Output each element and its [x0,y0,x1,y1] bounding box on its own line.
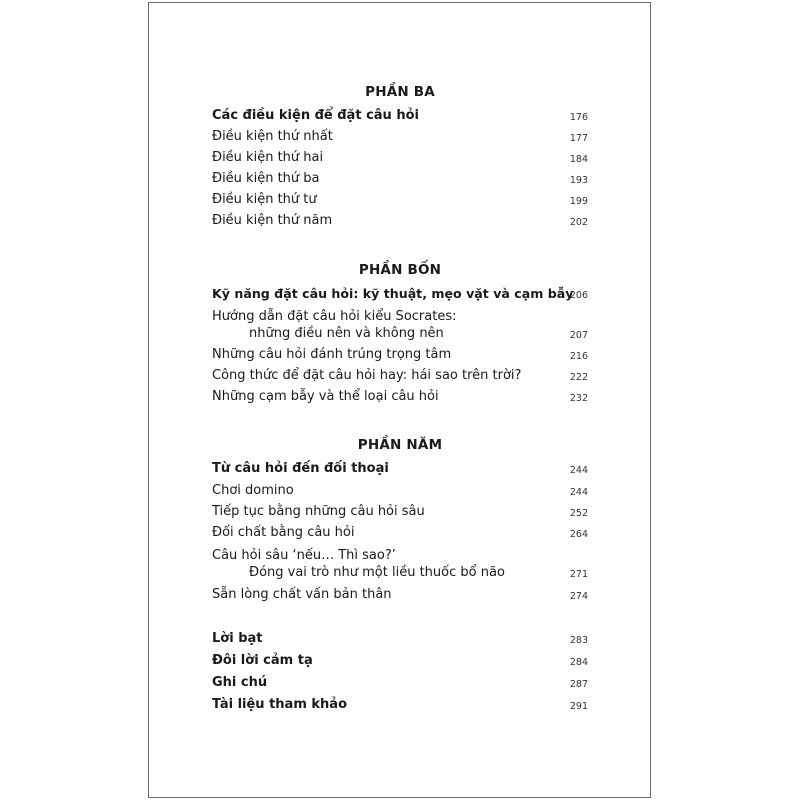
entry-page: 202 [569,217,588,228]
entry-page: 193 [569,175,588,186]
entry-title: Hướng dẫn đặt câu hỏi kiểu Socrates: [212,309,457,324]
entry-title: Những câu hỏi đánh trúng trọng tâm [212,347,452,362]
entry-title: Chơi domino [212,483,294,498]
entry-page: 244 [569,465,588,476]
entry-page: 199 [569,196,588,207]
entry-title: Sẵn lòng chất vấn bản thân [212,587,392,602]
part-heading-bon: PHẦN BỐN [358,262,442,278]
entry-page: 264 [569,529,588,540]
entry-title: Câu hỏi sâu ‘nếu… Thì sao?’ [212,548,396,563]
entry-page: 271 [569,569,588,580]
entry-title: Công thức để đặt câu hỏi hay: hái sao trên trời? [212,368,522,383]
entry-page: 252 [569,508,588,519]
entry-page: 176 [569,112,588,123]
entry-page: 274 [569,591,588,602]
part-heading-ba: PHẦN BA [365,84,435,100]
entry-page: 222 [569,372,588,383]
entry-title: Những cạm bẫy và thể loại câu hỏi [212,389,439,404]
entry-page: 207 [569,330,588,341]
entry-title: Kỹ năng đặt câu hỏi: kỹ thuật, mẹo vặt và cạm bẫy [212,286,574,301]
entry-title: Ghi chú [212,675,268,690]
entry-page: 177 [569,133,588,144]
entry-title: Điều kiện thứ nhất [212,129,333,144]
entry-page: 216 [569,351,588,362]
entry-title: Điều kiện thứ năm [212,213,333,228]
entry-page: 206 [569,290,588,301]
entry-title: Các điều kiện để đặt câu hỏi [212,108,419,123]
entry-title: Đối chất bằng câu hỏi [212,525,355,540]
entry-title: Đôi lời cảm tạ [212,653,313,668]
entry-title-continued: những điều nên và không nên [249,326,444,341]
entry-page: 283 [569,635,588,646]
entry-title: Tiếp tục bằng những câu hỏi sâu [212,504,425,519]
entry-page: 284 [569,657,588,668]
entry-page: 244 [569,487,588,498]
entry-title: Lời bạt [212,631,263,646]
entry-title: Tài liệu tham khảo [212,697,348,712]
entry-title: Từ câu hỏi đến đối thoại [212,461,389,476]
entry-title: Điều kiện thứ hai [212,150,324,165]
entry-title: Điều kiện thứ tư [212,192,317,207]
entry-page: 232 [569,393,588,404]
entry-page: 287 [569,679,588,690]
part-heading-nam: PHẦN NĂM [357,437,443,453]
entry-title-continued: Đóng vai trò như một liều thuốc bổ não [249,565,505,580]
entry-page: 291 [569,701,588,712]
entry-title: Điều kiện thứ ba [212,171,320,186]
entry-page: 184 [569,154,588,165]
